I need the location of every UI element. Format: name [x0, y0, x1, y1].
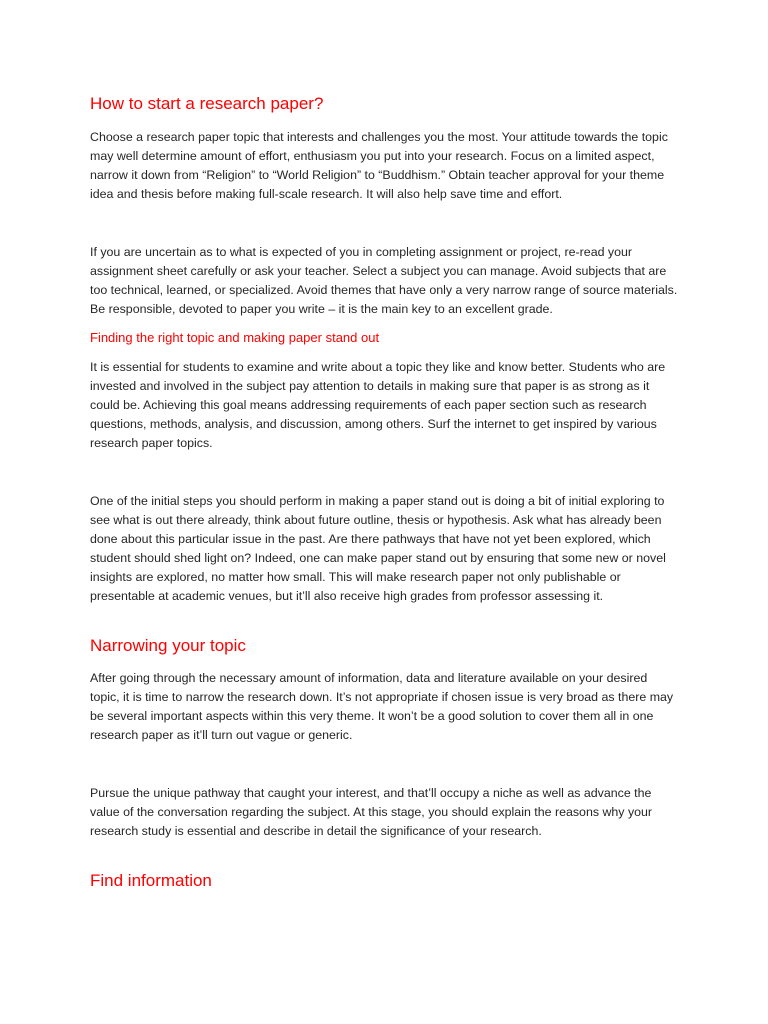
paragraph-essential-students: It is essential for students to examine and write about a topic they like and know better. Students who are invested and involved in the subject pay attention to details in making sure that paper is as strong as it could be. Achieving this goal means addressing requirements of each paper section such as research questions, methods, analysis, and discussion, among others. Surf the internet to get inspired by various research paper topics.: [90, 360, 666, 450]
heading-how-to-start: How to start a research paper?: [90, 94, 324, 113]
heading-find-information: Find information: [90, 871, 212, 890]
heading-narrowing-topic: Narrowing your topic: [90, 636, 246, 655]
subheading-finding-right-topic: Finding the right topic and making paper stand out: [90, 330, 380, 345]
paragraph-initial-steps: One of the initial steps you should perform in making a paper stand out is doing a bit of initial exploring to see what is out there already, think about future outline, thesis or hypothesis. Ask what has already been done about this particular issue in the past. Are there pathways that have not yet been explored, which student should shed light on? Indeed, one can make paper stand out by ensuring that some new or novel insights are explored, no matter how small. This will make research paper not only publishable or presentable at academic venues, but it’ll also receive high grades from professor assessing it.: [90, 494, 666, 603]
paragraph-choose-topic: Choose a research paper topic that interests and challenges you the most. Your attitude towards the topic may well determine amount of effort, enthusiasm you put into your research. Focus on a limited aspect, narrow it down from “Religion” to “World Religion” to “Buddhism.” Obtain teacher approval for your theme idea and thesis before making full-scale research. It will also help save time and effort.: [90, 130, 668, 201]
paragraph-after-going-through: After going through the necessary amount of information, data and literature available on your desired topic, it is time to narrow the research down. It’s not appropriate if chosen issue is very broad as there may be several important aspects within this very theme. It won’t be a good solution to cover them all in one research paper as it’ll turn out vague or generic.: [90, 671, 674, 742]
paragraph-uncertain: If you are uncertain as to what is expected of you in completing assignment or project, re-read your assignment sheet carefully or ask your teacher. Select a subject you can manage. Avoid subjects that are too technical, learned, or specialized. Avoid themes that have only a very narrow range of source materials. Be responsible, devoted to paper you write – it is the main key to an excellent grade.: [90, 245, 678, 316]
paragraph-pursue-pathway: Pursue the unique pathway that caught your interest, and that’ll occupy a niche as well as advance the value of the conversation regarding the subject. At this stage, you should explain the reasons why your research study is essential and describe in detail the significance of your research.: [90, 786, 653, 838]
